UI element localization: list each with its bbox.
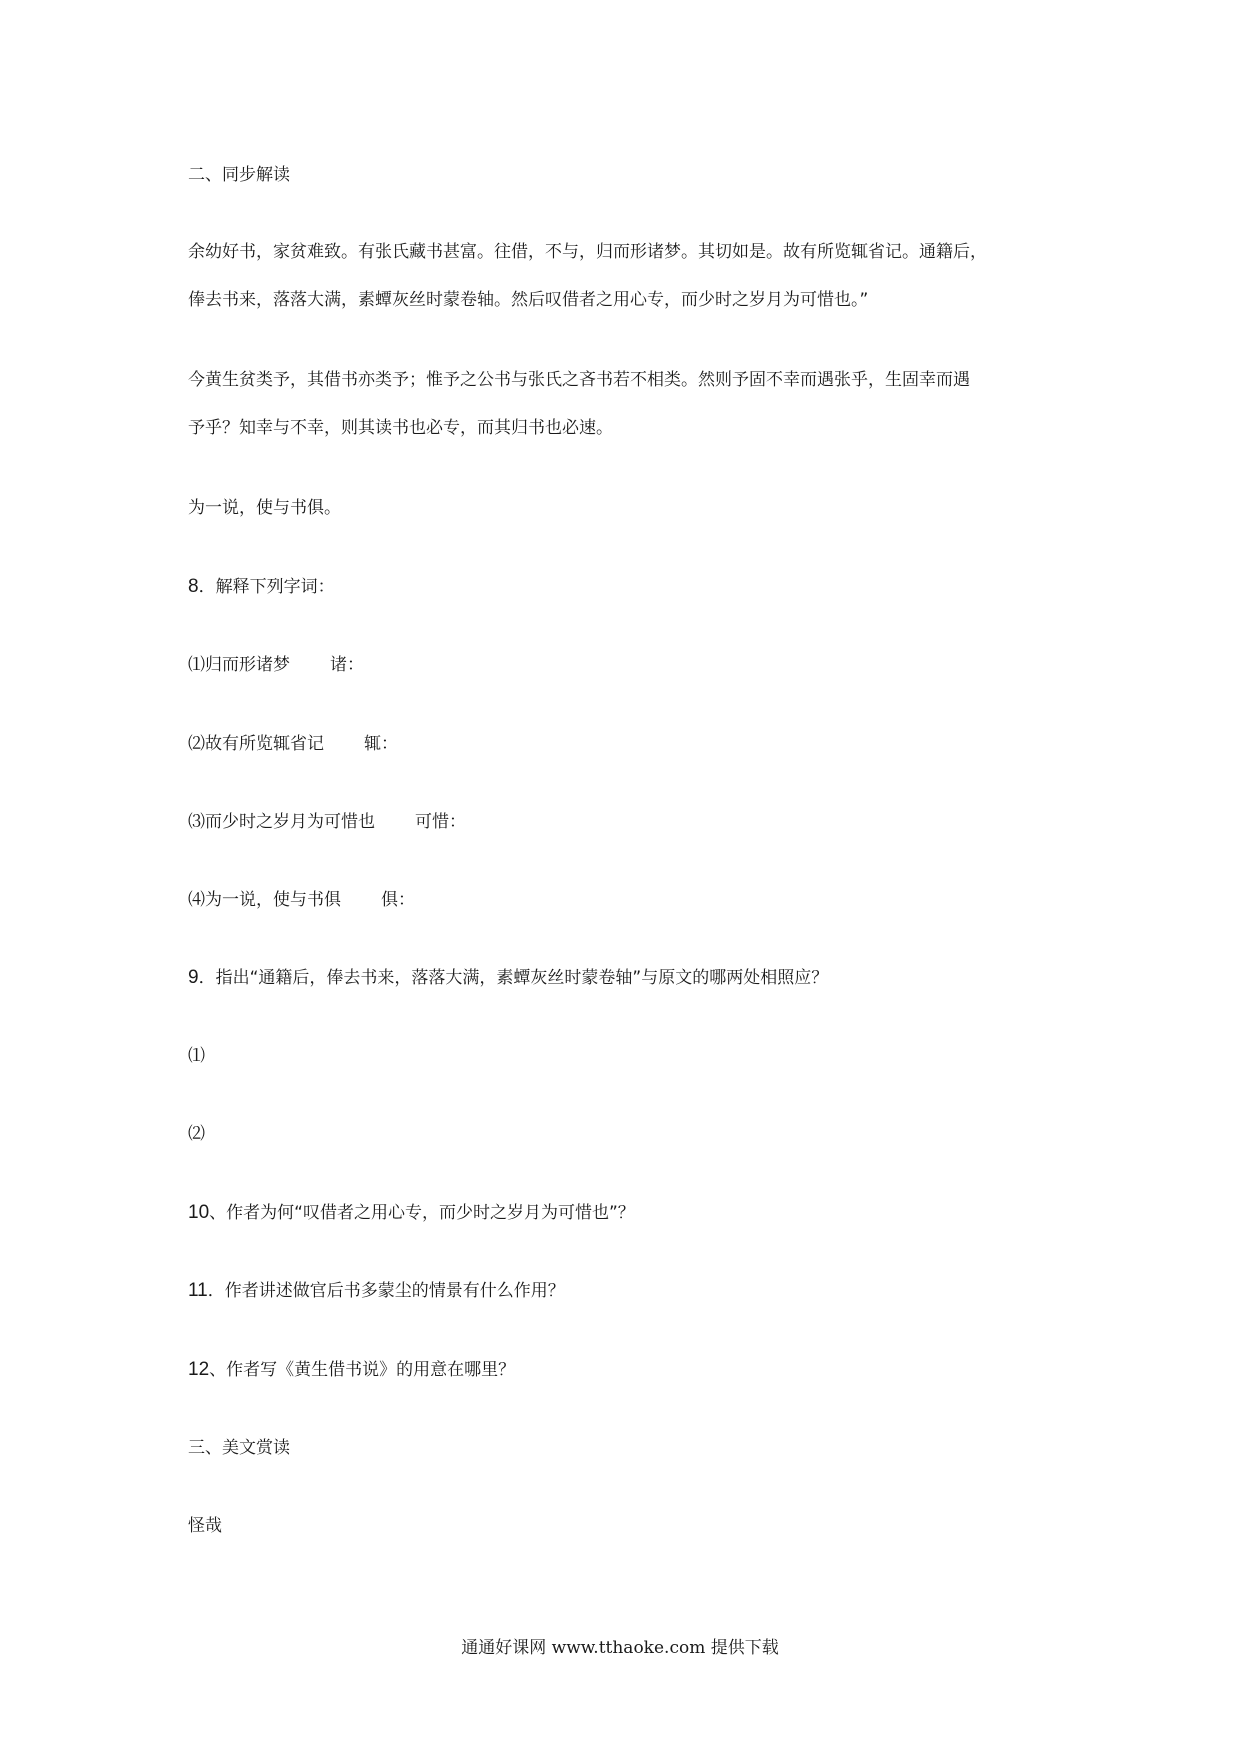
section-2-title: 二、同步解读 bbox=[188, 165, 290, 185]
question-9-item-1: ⑴ bbox=[188, 1046, 205, 1066]
question-number: 11 bbox=[188, 1280, 208, 1301]
item-text: ⑷为一说，使与书俱 bbox=[188, 890, 341, 910]
question-text: 、作者为何“叹借者之用心专，而少时之岁月为可惜也”？ bbox=[209, 1203, 635, 1223]
question-text: ．解释下列字词： bbox=[198, 577, 335, 597]
question-9-item-2: ⑵ bbox=[188, 1124, 205, 1144]
question-number: 12 bbox=[188, 1359, 210, 1380]
question-number: 10 bbox=[188, 1202, 210, 1223]
section-3-title: 三、美文赏读 bbox=[188, 1438, 290, 1458]
question-text: ．作者讲述做官后书多蒙尘的情景有什么作用？ bbox=[207, 1281, 565, 1301]
item-word: 俱： bbox=[381, 890, 415, 910]
question-10 bbox=[188, 1201, 635, 1225]
item-text: ⑴归而形诸梦 bbox=[188, 655, 290, 675]
question-8-item-3 bbox=[188, 810, 466, 834]
question-number: 9 bbox=[188, 967, 199, 988]
item-word: 可惜： bbox=[415, 812, 466, 832]
passage-paragraph-2-line-2: 予乎？知幸与不幸，则其读书也必专，而其归书也必速。 bbox=[188, 418, 613, 438]
question-12 bbox=[188, 1358, 515, 1382]
question-number: 8 bbox=[188, 576, 199, 597]
passage-paragraph-3: 为一说，使与书俱。 bbox=[188, 498, 341, 518]
question-8 bbox=[188, 575, 335, 599]
question-text: 、作者写《黄生借书说》的用意在哪里？ bbox=[209, 1360, 516, 1380]
item-word: 诸： bbox=[330, 655, 364, 675]
question-8-item-2 bbox=[188, 732, 398, 756]
item-word: 辄： bbox=[364, 734, 398, 754]
page-footer: 通通好课网 www.tthaoke.com 提供下载 bbox=[461, 1638, 779, 1658]
item-text: ⑵故有所览辄省记 bbox=[188, 734, 324, 754]
question-11 bbox=[188, 1279, 565, 1303]
passage-paragraph-2-line-1: 今黄生贫类予，其借书亦类予；惟予之公书与张氏之吝书若不相类。然则予固不幸而遇张乎，生固幸而遇 bbox=[188, 370, 970, 390]
passage-paragraph-1-line-1: 余幼好书，家贫难致。有张氏藏书甚富。往借，不与，归而形诸梦。其切如是。故有所览辄省记。通籍后， bbox=[188, 242, 987, 262]
question-9 bbox=[188, 966, 828, 990]
question-8-item-1 bbox=[188, 653, 364, 677]
item-text: ⑶而少时之岁月为可惜也 bbox=[188, 812, 375, 832]
question-8-item-4 bbox=[188, 888, 415, 912]
question-text: ．指出“通籍后，俸去书来，落落大满，素蟫灰丝时蒙卷轴”与原文的哪两处相照应？ bbox=[198, 968, 829, 988]
section-3-subtitle: 怪哉 bbox=[188, 1516, 222, 1536]
passage-paragraph-1-line-2: 俸去书来，落落大满，素蟫灰丝时蒙卷轴。然后叹借者之用心专，而少时之岁月为可惜也。” bbox=[188, 290, 869, 310]
